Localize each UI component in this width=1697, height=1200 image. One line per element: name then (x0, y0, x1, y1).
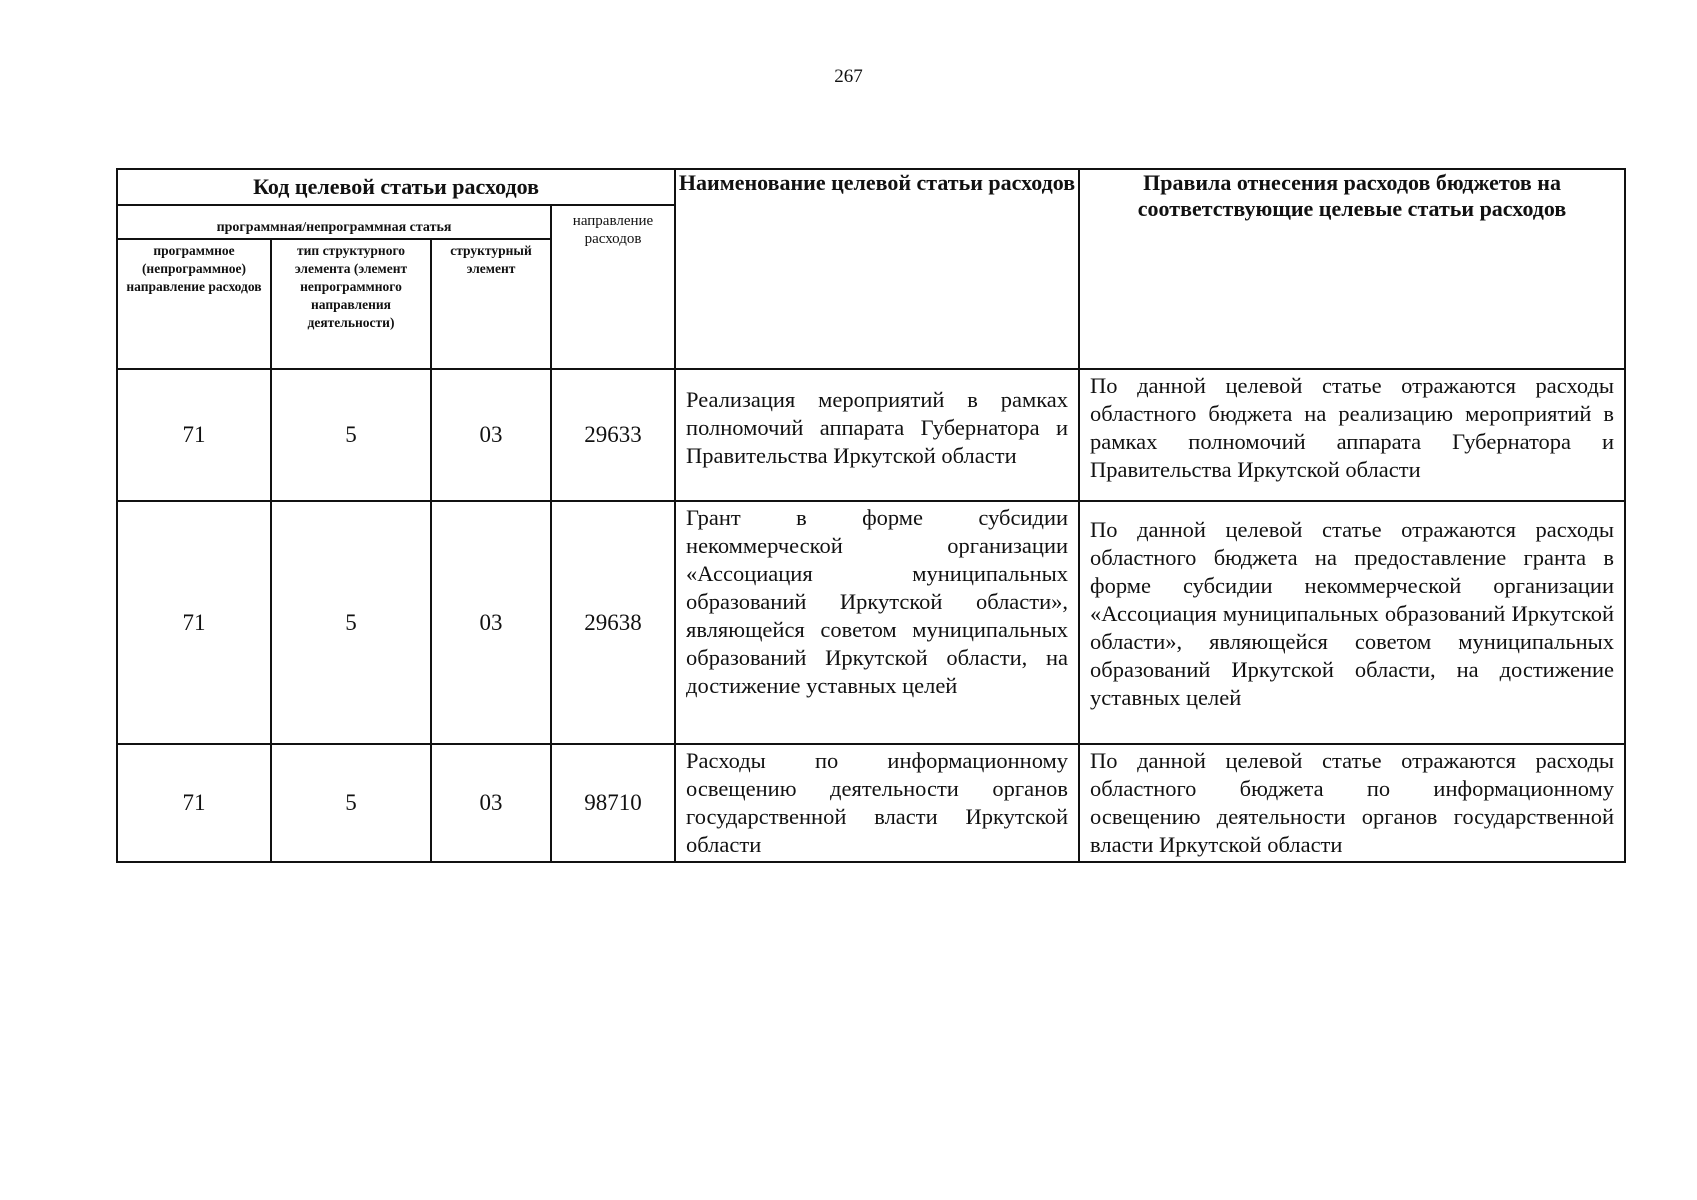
header-program-group: программная/непрограммная статья (117, 205, 551, 239)
cell-struct: 03 (431, 744, 551, 862)
cell-type: 5 (271, 501, 431, 744)
cell-direction: 29638 (551, 501, 675, 744)
cell-direction: 29633 (551, 369, 675, 501)
cell-rules: По данной целевой статье отражаются расходы областного бюджета на предоставление гранта в форме субсидии некоммерческой организации «Ассоциация муниципальных образований Иркутской области», являющейся советом муниципальных образований Иркутской области, на достижение уставных целей (1079, 501, 1625, 744)
cell-struct: 03 (431, 369, 551, 501)
cell-rules: По данной целевой статье отражаются расходы областного бюджета по информационному освещению деятельности органов государственной власти Иркутской области (1079, 744, 1625, 862)
cell-name: Реализация мероприятий в рамках полномочий аппарата Губернатора и Правительства Иркутской области (675, 369, 1079, 501)
header-direction: направление расходов (551, 205, 675, 369)
table-row (117, 744, 1625, 862)
cell-rules: По данной целевой статье отражаются расходы областного бюджета на реализацию мероприятий в рамках полномочий аппарата Губернатора и Правительства Иркутской области (1079, 369, 1625, 501)
cell-name: Расходы по информационному освещению деятельности органов государственной власти Иркутской области (675, 744, 1079, 862)
header-code-group: Код целевой статьи расходов (117, 169, 675, 205)
table-row (117, 501, 1625, 744)
header-rules: Правила отнесения расходов бюджетов на соответствующие целевые статьи расходов (1079, 169, 1625, 369)
table-row (117, 369, 1625, 501)
cell-name: Грант в форме субсидии некоммерческой организации «Ассоциация муниципальных образований Иркутской области», являющейся советом муниципальных образований Иркутской области, на достижение уставных целей (675, 501, 1079, 744)
cell-program: 71 (117, 501, 271, 744)
cell-type: 5 (271, 369, 431, 501)
cell-program: 71 (117, 744, 271, 862)
page-number: 267 (834, 66, 863, 87)
header-program: программное (непрограммное) направление расходов (117, 239, 271, 369)
budget-code-table (116, 168, 1626, 863)
cell-direction: 98710 (551, 744, 675, 862)
header-type: тип структурного элемента (элемент непрограммного направления деятельности) (271, 239, 431, 369)
cell-struct: 03 (431, 501, 551, 744)
cell-type: 5 (271, 744, 431, 862)
header-name: Наименование целевой статьи расходов (675, 169, 1079, 369)
cell-program: 71 (117, 369, 271, 501)
header-struct: структурный элемент (431, 239, 551, 369)
